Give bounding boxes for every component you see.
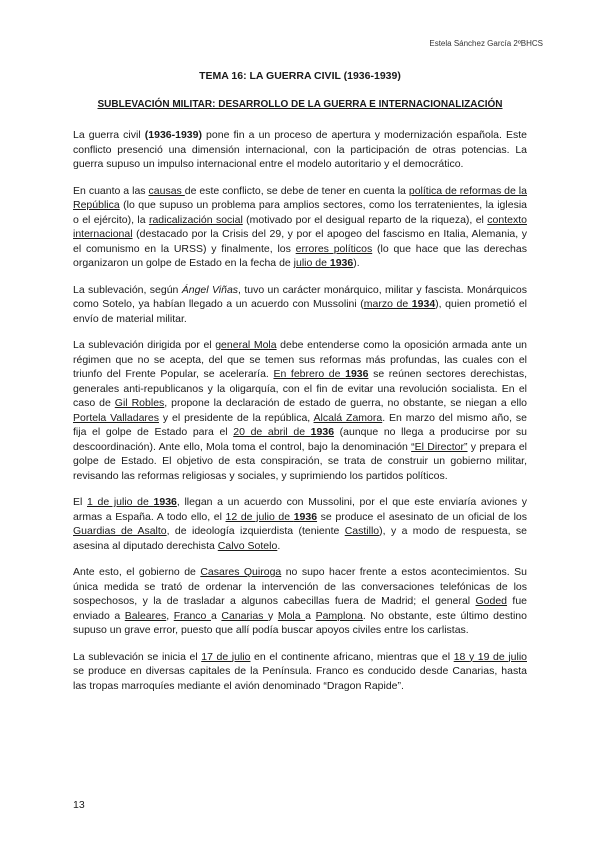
text: (destacado por la Crisis del 29, y por el apogeo del fascismo en Italia, Alemania, y el comunismo en la URSS) y finalmente, los — [73, 228, 527, 255]
underlined-bold-text: 1936 — [153, 496, 177, 508]
text: ). — [353, 257, 360, 269]
underlined-text: 20 de abril de — [233, 426, 311, 438]
text: , — [166, 609, 174, 622]
text: y prepara el golpe de Estado. El objetivo de esta conspiración, se trata de construir un gobierno militar, revisando las reformas religiosas y sociales, y suprimiendo los partidos políticos. — [73, 440, 527, 482]
text: El — [73, 496, 87, 508]
text: . En marzo del mismo año, se fija el golpe de Estado para el — [73, 411, 527, 438]
italic-text: Ángel Viñas — [181, 283, 239, 296]
paragraph-government — [73, 565, 527, 638]
underlined-bold-text: 1936 — [345, 368, 369, 380]
text: pone fin a un proceso de apertura y modernización española. Este conflicto presenció una dimensión internacional, con la participación de otras potencias. La guerra supuso un impulso internacional entre el modelo autoritario y el democrático. — [73, 129, 527, 170]
underlined-text: radicalización social — [148, 213, 243, 226]
text: , propone la declaración de estado de guerra, no obstante, se niegan a ello — [164, 397, 527, 409]
underlined-text: Calvo Sotelo — [217, 539, 278, 552]
underlined-text: contexto internacional — [73, 213, 527, 240]
underlined-text: Canarias — [221, 609, 268, 622]
text: y el presidente de la república, — [159, 411, 314, 424]
page-number: 13 — [73, 799, 85, 811]
text: ), quien prometió el envío de material militar. — [73, 298, 527, 325]
underlined-bold-text: 1936 — [310, 426, 335, 438]
underlined-text: 17 de julio — [201, 650, 251, 663]
underlined-text: errores políticos — [295, 242, 373, 255]
text: y — [268, 609, 278, 622]
text: La guerra civil — [73, 129, 145, 141]
text: a — [305, 609, 316, 622]
text: de este conflicto, se debe de tener en cuenta la — [184, 184, 409, 197]
underlined-text: Guardias de Asalto — [73, 525, 167, 537]
underlined-text: Alcalá Zamora — [313, 411, 383, 424]
text: a — [210, 609, 222, 622]
text: La sublevación dirigida por el — [73, 339, 216, 351]
underlined-text: 12 de julio de — [225, 510, 294, 523]
underlined-text: Casares Quiroga — [200, 566, 282, 578]
text: (motivado por el desigual reparto de la riqueza), el — [242, 213, 488, 226]
text: , de ideología izquierdista (teniente — [166, 525, 345, 537]
underlined-text: política de reformas de la República — [73, 184, 527, 211]
text: en el continente africano, mientras que el — [250, 650, 454, 663]
document-body — [73, 128, 527, 705]
paragraph-intro — [73, 128, 527, 172]
paragraph-causes — [73, 184, 527, 271]
text: En cuanto a las — [73, 184, 149, 197]
underlined-text: 18 y 19 de julio — [453, 650, 527, 663]
underlined-text: Castillo — [344, 525, 380, 537]
text: (aunque no llega a producirse por su descoordinación). Ante ello, Mola toma el control, bajo la denominación — [73, 426, 527, 453]
paragraph-vinas — [73, 283, 527, 327]
text: Ante esto, el gobierno de — [73, 566, 201, 578]
underlined-text: En febrero de — [273, 368, 346, 380]
text: se produce el asesinato de un oficial de los — [317, 510, 527, 523]
text: La sublevación se inicia el — [73, 650, 202, 663]
underlined-bold-text: 1936 — [293, 510, 318, 523]
author-header: Estela Sánchez García 2ºBHCS — [429, 39, 543, 48]
text: se produce en diversas capitales de la Península. Franco es conducido desde Canarias, hasta las tropas marroquíes mediante el avión denominado “Dragon Rapide”. — [73, 665, 527, 692]
underlined-text: Gil Robles — [114, 397, 165, 409]
underlined-text: Mola — [277, 609, 306, 622]
underlined-text: marzo de — [363, 298, 412, 310]
text: debe entenderse como la oposición armada ante un régimen que no se acepta, del que se temen sus reformas más profundas, las cuales con el triunfo del Frente Popular, se aceleraría. — [73, 339, 528, 380]
text: La sublevación, según — [73, 283, 182, 296]
underlined-text: 1 de julio de — [87, 496, 154, 508]
document-subtitle: SUBLEVACIÓN MILITAR: DESARROLLO DE LA GUERRA E INTERNACIONALIZACIÓN — [97, 99, 503, 110]
text: (lo que hace que las derechas organizaron un golpe de Estado en la fecha de — [73, 242, 527, 269]
text: no supo hacer frente a estos acontecimientos. Su única medida se trató de ordenar la intervención de las conversaciones telefónicas de los sospechosos, y la de trasladar a algunos cabecillas fuera de Madrid; el general — [73, 566, 527, 607]
text: . No obstante, este último destino supuso un grave error, puesto que allí podía buscar apoyos civiles entre los carlistas. — [73, 609, 527, 636]
paragraph-july — [73, 495, 527, 553]
underlined-bold-text: 1936 — [329, 257, 354, 269]
underlined-text: julio de — [293, 257, 330, 269]
paragraph-mola — [73, 338, 527, 483]
underlined-text: Goded — [475, 595, 508, 607]
text: , llegan a un acuerdo con Mussolini, por el que este enviaría aviones y armas a España. A todo ello, el — [73, 496, 527, 523]
underlined-text: Pamplona — [315, 609, 363, 622]
underlined-text: causas — [148, 184, 185, 197]
text: (lo que supuso un problema para amplios sectores, como los terratenientes, la iglesia o el ejército), la — [73, 199, 527, 226]
text: fue enviado a — [73, 595, 527, 622]
paragraph-uprising — [73, 650, 527, 694]
underlined-text: general Mola — [215, 339, 277, 351]
underlined-bold-text: 1934 — [411, 298, 436, 310]
text: . — [277, 539, 281, 552]
text: , tuvo un carácter monárquico, militar y fascista. Monárquicos como Sotelo, ya habían llegado a un acuerdo con Mussolini ( — [73, 283, 527, 310]
text: ), y a modo de respuesta, se asesina al diputado derechista — [73, 525, 527, 552]
underlined-text: Baleares — [124, 609, 167, 622]
text: se reúnen sectores derechistas, generales anti-republicanos y la oligarquía, con el fin de evitar una revolución socialista. En el caso de — [73, 368, 528, 409]
underlined-text: Portela Valladares — [73, 411, 159, 424]
document-title: TEMA 16: LA GUERRA CIVIL (1936-1939) — [199, 70, 401, 82]
underlined-text: “El Director” — [411, 440, 468, 453]
underlined-text: Franco — [173, 609, 211, 622]
bold-text: (1936-1939) — [144, 129, 202, 141]
